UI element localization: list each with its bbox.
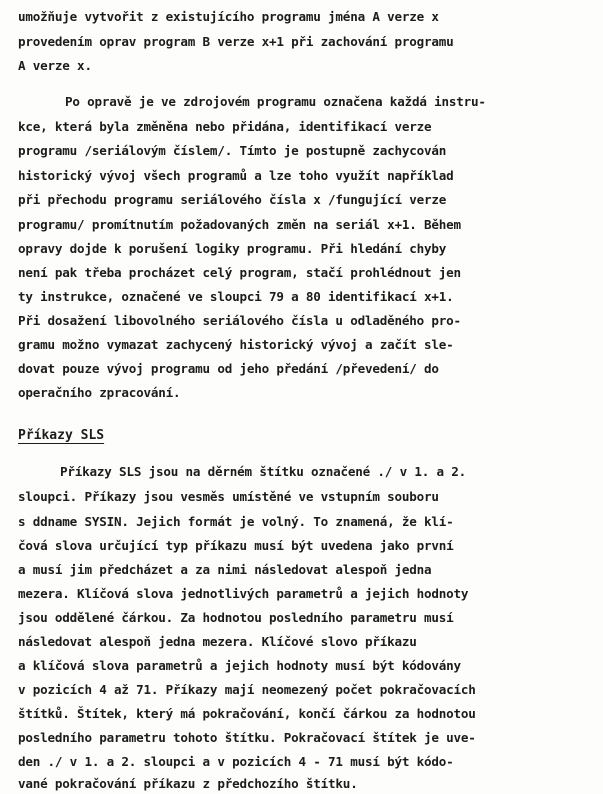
paragraph-line: historický vývoj všech programů a lze toho využít například bbox=[18, 168, 454, 183]
paragraph-line: vané pokračování příkazu z předchozího štítku. bbox=[18, 776, 358, 791]
paragraph-line: štítků. Štítek, který má pokračování, končí čárkou za hodnotou bbox=[18, 706, 476, 721]
intro-line: A verze x. bbox=[18, 58, 92, 73]
intro-line: umožňuje vytvořit z existujícího programu jména A verze x bbox=[18, 9, 439, 24]
paragraph-line: Při dosažení libovolného seriálového čísla u odladěného pro- bbox=[18, 313, 461, 328]
paragraph-line: následovat alespoň jedna mezera. Klíčové slovo příkazu bbox=[18, 634, 417, 649]
paragraph-line: v pozicích 4 až 71. Příkazy mají neomezený počet pokračovacích bbox=[18, 682, 476, 697]
paragraph-line: programu/ promítnutím požadovaných změn na seriál x+1. Během bbox=[18, 217, 461, 232]
paragraph-line: při přechodu programu seriálového čísla x /fungující verze bbox=[18, 192, 447, 207]
paragraph-line: dovat pouze vývoj programu od jeho předání /převedení/ do bbox=[18, 361, 439, 376]
paragraph-line: gramu možno vymazat zachycený historický vývoj a začít sle- bbox=[18, 337, 454, 352]
paragraph-line: a musí jim předcházet a za nimi následovat alespoň jedna bbox=[18, 562, 432, 577]
paragraph-line: ty instrukce, označené ve sloupci 79 a 80 identifikací x+1. bbox=[18, 289, 454, 304]
section-heading: Příkazy SLS bbox=[18, 428, 105, 443]
paragraph-line: Příkazy SLS jsou na děrném štítku označené ./ v 1. a 2. bbox=[60, 464, 467, 479]
intro-line: provedením oprav program B verze x+1 při zachování programu bbox=[18, 34, 454, 49]
paragraph-line: kce, která byla změněna nebo přidána, identifikací verze bbox=[18, 119, 432, 134]
paragraph-line: posledního parametru tohoto štítku. Pokračovací štítek je uve- bbox=[18, 730, 476, 745]
paragraph-line: jsou oddělené čárkou. Za hodnotou posledního parametru musí bbox=[18, 610, 454, 625]
paragraph-line: programu /seriálovým číslem/. Tímto je postupně zachycován bbox=[18, 143, 447, 158]
paragraph-line: s ddname SYSIN. Jejich formát je volný. To znamená, že klí- bbox=[18, 514, 454, 529]
paragraph-line: čová slova určující typ příkazu musí být uvedena jako první bbox=[18, 538, 454, 553]
paragraph-line: a klíčová slova parametrů a jejich hodnoty musí být kódovány bbox=[18, 658, 461, 673]
paragraph-line: operačního zpracování. bbox=[18, 385, 181, 400]
paragraph-line: mezera. Klíčová slova jednotlivých parametrů a jejich hodnoty bbox=[18, 586, 469, 601]
paragraph-line: Po opravě je ve zdrojovém programu označena každá instru- bbox=[65, 94, 486, 109]
paragraph-line: sloupci. Příkazy jsou vesměs umístěné ve vstupním souboru bbox=[18, 489, 439, 504]
paragraph-line: opravy dojde k porušení logiky programu. Při hledání chyby bbox=[18, 241, 447, 256]
paragraph-line: není pak třeba procházet celý program, stačí prohlédnout jen bbox=[18, 265, 461, 280]
paragraph-line: den ./ v 1. a 2. sloupci a v pozicích 4 - 71 musí být kódo- bbox=[18, 754, 454, 769]
